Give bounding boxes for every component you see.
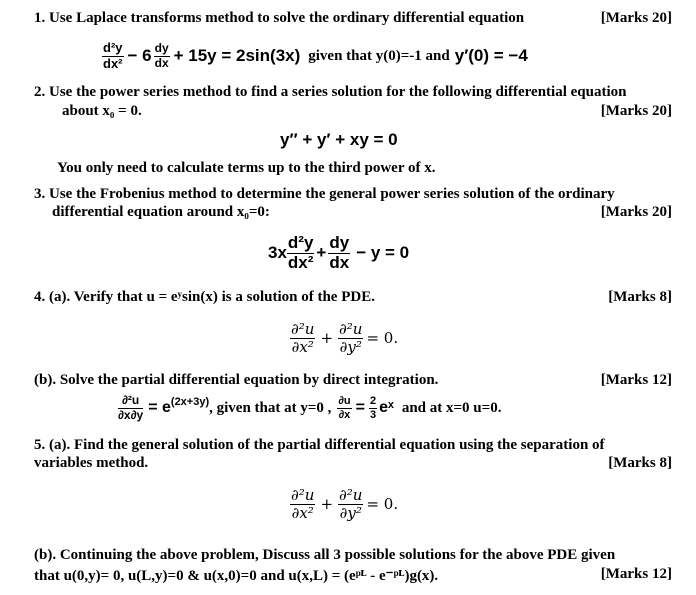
q2-equation: y″ + y′ + xy = 0: [280, 130, 398, 149]
q4b-frac-2-3: [369, 395, 377, 420]
q5a-line2: variables method.: [34, 455, 149, 471]
q1-minus-6: − 6: [127, 46, 152, 65]
q4b-frac-d2u-dxdy: [118, 394, 143, 421]
q5a-frac-x: [290, 487, 315, 521]
q3-line1: 3. Use the Frobenius method to determine the general power series solution of the ordinary: [34, 186, 615, 202]
q5a-rhs: = 0.: [366, 495, 399, 513]
q4a-frac-y-den: ∂y²: [339, 337, 362, 356]
q4b-rest: and at x=0 u=0.: [401, 399, 502, 416]
q1-equation: [102, 36, 528, 76]
q3-frac2-num: dy: [329, 232, 350, 252]
q1-frac-dy-dx: [154, 42, 170, 69]
q5a-equation: [290, 480, 398, 528]
q3-frac-den: dx²: [287, 252, 314, 272]
q5a-frac-x-den: ∂x²: [291, 503, 314, 522]
q1-text: 1. Use Laplace transforms method to solve the ordinary differential equation: [34, 10, 525, 26]
q1-frac-den: dx²: [103, 55, 123, 71]
q4b-frac3-num: 2: [369, 395, 377, 408]
q4a-text: 4. (a). Verify that u = eʸsin(x) is a solution of the PDE.: [34, 289, 375, 305]
q4a-frac-y-num: ∂²u: [339, 320, 363, 338]
q1-marks: [Marks 20]: [600, 10, 672, 26]
q4a-frac-y: [338, 321, 363, 355]
q1-given: given that y(0)=-1 and: [308, 47, 450, 64]
q1-frac2-den: dx: [154, 55, 169, 70]
q3-marks: [Marks 20]: [600, 204, 672, 220]
q4a-frac-x: [290, 321, 315, 355]
q4a-equation: [290, 314, 398, 362]
q5a-marks: [Marks 8]: [608, 455, 672, 471]
q5a-frac-y-den: ∂y²: [339, 503, 362, 522]
q4b-frac-den: ∂x∂y: [118, 407, 144, 422]
q4b-frac-num: ∂²u: [118, 394, 143, 408]
q4a-frac-x-den: ∂x²: [291, 337, 314, 356]
q3-frac-d2y-dx2: [287, 234, 315, 272]
q1-rhs: + 15y = 2sin(3x): [173, 46, 301, 65]
q4a-marks: [Marks 8]: [608, 289, 672, 305]
q4a-plus: +: [320, 329, 334, 347]
q4b-eq-e: = e: [148, 399, 171, 416]
q3-equation: [268, 228, 409, 278]
q4b-exponent: (2x+3y): [170, 396, 210, 408]
q4b-frac2-den: ∂x: [338, 408, 351, 421]
q1-initial-condition: y′(0) = −4: [454, 46, 528, 65]
q2-line1: 2. Use the power series method to find a series solution for the following differential equation: [34, 84, 627, 100]
q4b-frac-du-dx: [337, 395, 351, 420]
q3-frac2-den: dx: [329, 252, 350, 272]
q1-frac-num: d²y: [103, 40, 123, 56]
q5a-line1: 5. (a). Find the general solution of the partial differential equation using the separation of: [34, 437, 605, 453]
q2-line2: about x₀ = 0.: [62, 103, 142, 119]
q4b-frac3-den: 3: [369, 408, 377, 421]
q4b-equation: [118, 388, 501, 428]
q5b-line2: that u(0,y)= 0, u(L,y)=0 & u(x,0)=0 and u(x,L) = (eᵖᴸ - e⁻ᵖᴸ)g(x).: [34, 568, 439, 584]
q2-note: You only need to calculate terms up to the third power of x.: [57, 160, 436, 176]
q5a-frac-y: [338, 487, 363, 521]
q3-coef: 3x: [268, 243, 287, 262]
q4a-rhs: = 0.: [366, 329, 399, 347]
q2-marks: [Marks 20]: [600, 103, 672, 119]
q4b-text: (b). Solve the partial differential equation by direct integration.: [34, 372, 439, 388]
q3-rhs: − y = 0: [356, 243, 410, 262]
q1-frac2-num: dy: [154, 41, 169, 56]
q5b-marks: [Marks 12]: [600, 566, 672, 582]
q5a-plus: +: [320, 495, 334, 513]
q3-plus: +: [316, 243, 327, 262]
q4b-equals: =: [355, 399, 365, 416]
q4b-frac2-num: ∂u: [338, 395, 351, 408]
q1-frac-d2y-dx2: [102, 41, 124, 71]
q4b-marks: [Marks 12]: [600, 372, 672, 388]
q5b-line1: (b). Continuing the above problem, Discuss all 3 possible solutions for the above PDE given: [34, 547, 616, 563]
q4a-frac-x-num: ∂²u: [291, 320, 315, 338]
q5a-frac-y-num: ∂²u: [339, 486, 363, 504]
q4b-given: , given that at y=0 ,: [209, 399, 332, 416]
q5a-frac-x-num: ∂²u: [291, 486, 315, 504]
q3-line2: differential equation around x₀=0:: [52, 204, 270, 220]
q4b-ex: eˣ: [379, 399, 394, 416]
q3-frac-num: d²y: [287, 232, 314, 252]
q3-frac-dy-dx: [328, 234, 350, 272]
